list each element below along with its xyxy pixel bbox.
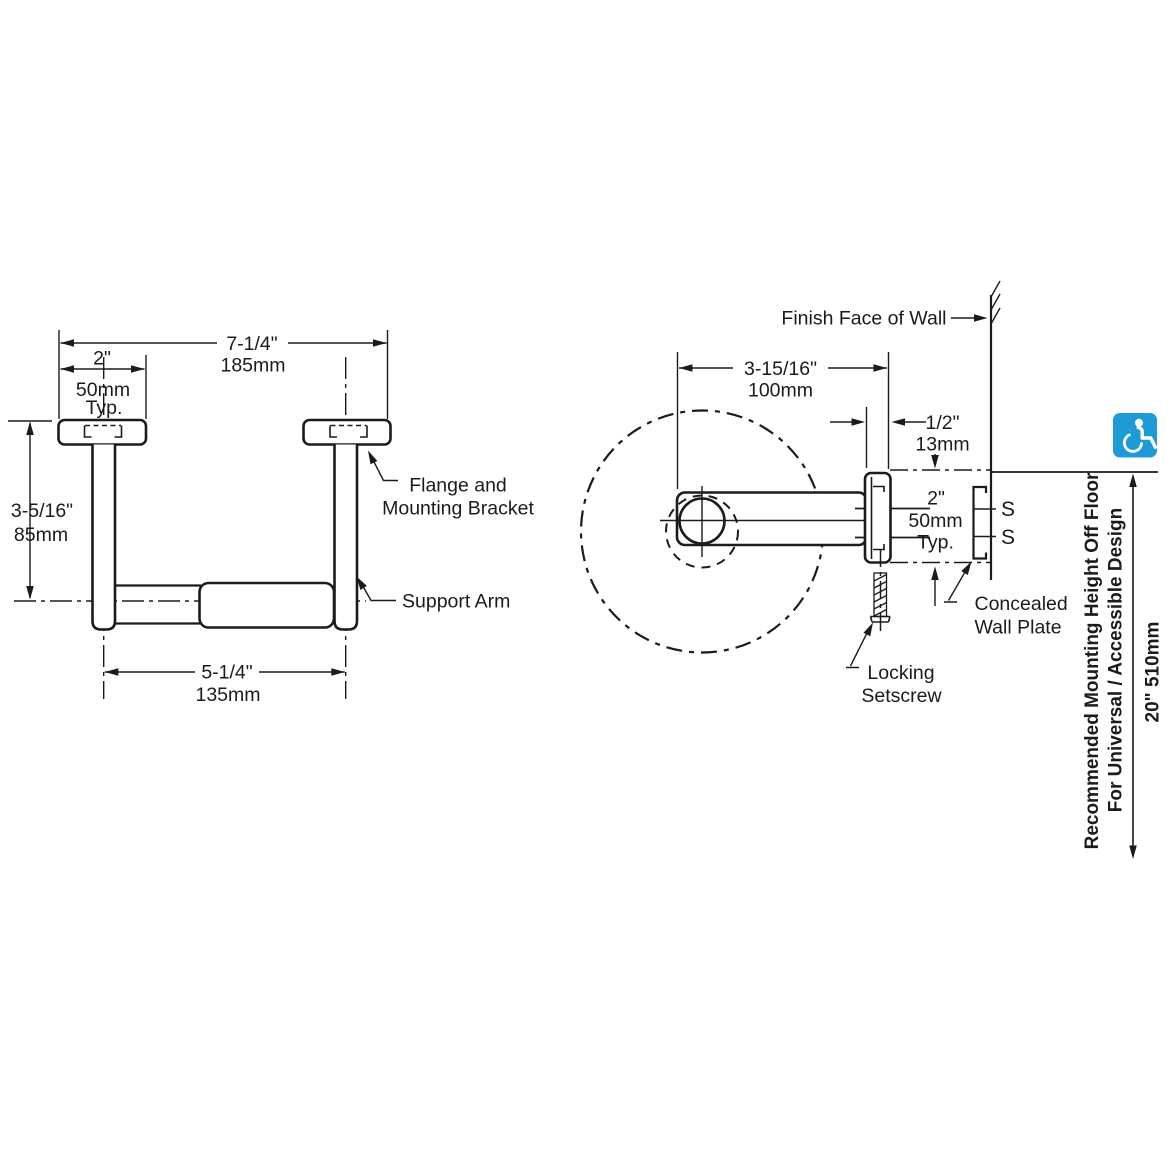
support-arm-post-left [93, 445, 116, 630]
dim-arm-span-mm: 135mm [195, 684, 261, 706]
mounting-note-line1: Recommended Mounting Height Off Floor [1082, 472, 1103, 850]
dim-overall-width-mm: 185mm [220, 354, 286, 377]
dim-arm-span-in: 5-1/4" [201, 661, 253, 684]
dim-flange-width-in: 2" [93, 347, 111, 370]
flange-label-line1: Flange and [409, 474, 507, 497]
flange-label-line2: Mounting Bracket [382, 497, 534, 520]
wall-plate-label-line2: Wall Plate [974, 616, 1062, 639]
roller-spindle [115, 583, 334, 628]
wall-plate-profile [974, 487, 987, 559]
roller-sleeve [200, 583, 335, 628]
dim-projection-in: 1/2" [925, 412, 960, 434]
dim-plate-typ: Typ. [917, 531, 954, 554]
label-flange-bracket [365, 449, 535, 520]
dim-plate-mm: 50mm [908, 510, 963, 532]
mounting-height-dimension-arrow [1129, 474, 1137, 860]
screw-label-bottom: S [1001, 526, 1016, 549]
label-setscrew [846, 621, 943, 707]
accessibility-icon [1113, 413, 1157, 458]
dim-projection-mm: 13mm [915, 433, 970, 456]
dim-flange-width [61, 348, 147, 420]
accessibility-icon-head [1135, 419, 1143, 427]
dim-flange-width-typ: Typ. [85, 397, 123, 419]
locking-setscrew [846, 573, 943, 707]
dim-plate-height [908, 488, 962, 607]
setscrew-label-line2: Setscrew [861, 685, 942, 707]
mounting-height-value: 20" 510mm [1142, 621, 1164, 723]
flange-side [865, 473, 891, 563]
side-view [581, 281, 1164, 859]
dim-flange-width-mm: 50mm [75, 379, 131, 401]
dim-height [8, 421, 73, 600]
dim-arm-span [105, 662, 345, 707]
finish-face-label: Finish Face of Wall [781, 307, 947, 330]
screw-label-top: S [1001, 498, 1016, 521]
wall [991, 281, 1000, 580]
front-view [8, 330, 534, 706]
dim-flange-projection [830, 407, 970, 469]
label-wall-plate [944, 560, 1068, 639]
dim-plate-in: 2" [927, 487, 945, 510]
flange-right [304, 420, 391, 445]
support-arm-post-right [335, 445, 358, 630]
support-arm-label: Support Arm [402, 590, 511, 613]
dim-overall-width-in: 7-1/4" [226, 333, 278, 355]
dim-depth-in: 3-15/16" [743, 358, 818, 380]
mounting-height-note [991, 472, 1164, 859]
label-finish-face [781, 308, 987, 330]
spindle-tube [115, 586, 201, 624]
setscrew-label-line1: Locking [867, 662, 935, 684]
wall-plate-label-line1: Concealed [974, 593, 1068, 615]
wall-hatch-icon [991, 281, 1000, 324]
dim-height-mm: 85mm [13, 524, 69, 546]
flange-left [59, 420, 147, 445]
dim-height-in: 3-5/16" [10, 500, 74, 522]
label-support-arm [353, 574, 510, 612]
dim-depth-mm: 100mm [747, 379, 814, 402]
mounting-note-line2: For Universal / Accessible Design [1105, 507, 1127, 813]
